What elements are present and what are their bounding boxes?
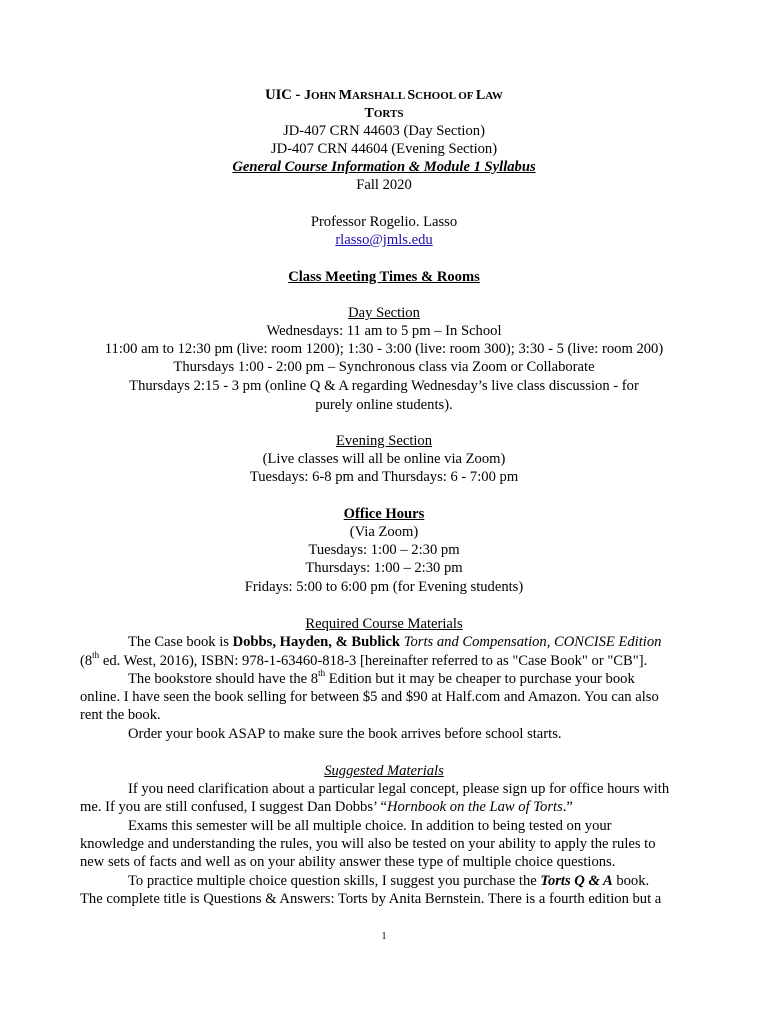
evening-line: (Live classes will all be online via Zoom) [262, 451, 506, 467]
office-hours-line: Tuesdays: 1:00 – 2:30 pm [308, 542, 460, 558]
suggested-paragraph-line: Exams this semester will be all multiple choice. In addition to being tested on your [128, 818, 612, 834]
meeting-heading: Class Meeting Times & Rooms [288, 269, 480, 285]
email-link[interactable]: rlasso@jmls.edu [335, 232, 433, 248]
materials-paragraph-line: The bookstore should have the 8th Edition but it may be cheaper to purchase your book [128, 668, 635, 687]
evening-section-heading: Evening Section [335, 433, 433, 449]
syllabus-title: General Course Information & Module 1 Syllabus [232, 159, 536, 175]
day-section-heading: Day Section [348, 305, 420, 321]
suggested-paragraph-line: knowledge and understanding the rules, you will also be tested on your ability to apply the rules to [80, 836, 656, 852]
qa-book-title: Torts Q & A [540, 873, 613, 889]
materials-paragraph-line: online. I have seen the book selling for between $5 and $90 at Half.com and Amazon. You can also [80, 689, 659, 705]
office-hours-line: Fridays: 5:00 to 6:00 pm (for Evening students) [244, 579, 524, 595]
day-line: purely online students). [315, 397, 453, 413]
day-line: Wednesdays: 11 am to 5 pm – In School [266, 323, 502, 339]
hornbook-title: Hornbook on the Law of Torts [386, 799, 563, 815]
office-hours-line: Thursdays: 1:00 – 2:30 pm [305, 560, 463, 576]
day-line: 11:00 am to 12:30 pm (live: room 1200); 1:30 - 3:00 (live: room 300); 3:30 - 5 (live: room 200) [104, 341, 664, 357]
crn-evening: JD-407 CRN 44604 (Evening Section) [270, 141, 498, 157]
suggested-paragraph-line: me. If you are still confused, I suggest Dan Dobbs’ “Hornbook on the Law of Torts.” [80, 799, 573, 815]
materials-paragraph-line: The Case book is Dobbs, Hayden, & Bublick Torts and Compensation, CONCISE Edition [128, 634, 662, 650]
materials-paragraph-line: (8th ed. West, 2016), ISBN: 978-1-63460-818-3 [hereinafter referred to as "Case Book" or "CB"]. [80, 650, 648, 669]
course-name: TORTS [364, 106, 404, 121]
suggested-paragraph-line: The complete title is Questions & Answers: Torts by Anita Bernstein. There is a fourth edition but a [80, 891, 662, 907]
suggested-paragraph-line: new sets of facts and well as on your ability answer these type of multiple choice questions. [80, 854, 616, 870]
suggested-heading: Suggested Materials [324, 763, 444, 779]
materials-paragraph-line: rent the book. [80, 707, 161, 723]
materials-heading: Required Course Materials [305, 616, 463, 632]
office-hours-line: (Via Zoom) [349, 524, 419, 540]
school-name: UIC - JOHN MARSHALL SCHOOL OF LAW [265, 87, 503, 103]
crn-day: JD-407 CRN 44603 (Day Section) [283, 123, 485, 139]
materials-paragraph-line: Order your book ASAP to make sure the book arrives before school starts. [128, 726, 562, 742]
professor-email-row [0, 231, 768, 249]
day-line: Thursdays 2:15 - 3 pm (online Q & A regarding Wednesday’s live class discussion - for [129, 378, 639, 394]
office-hours-heading: Office Hours [343, 506, 425, 522]
day-line: Thursdays 1:00 - 2:00 pm – Synchronous class via Zoom or Collaborate [173, 359, 595, 375]
evening-line: Tuesdays: 6-8 pm and Thursdays: 6 - 7:00 pm [249, 469, 519, 485]
professor-name: Professor Rogelio. Lasso [310, 214, 458, 230]
suggested-paragraph-line: To practice multiple choice question skills, I suggest you purchase the Torts Q & A book. [128, 873, 650, 889]
casebook-authors: Dobbs, Hayden, & Bublick [232, 634, 401, 650]
term: Fall 2020 [356, 177, 412, 193]
page-number: 1 [381, 931, 387, 942]
suggested-paragraph-line: If you need clarification about a particular legal concept, please sign up for office hours with [128, 781, 670, 797]
casebook-title: Torts and Compensation, CONCISE Edition [403, 634, 662, 650]
